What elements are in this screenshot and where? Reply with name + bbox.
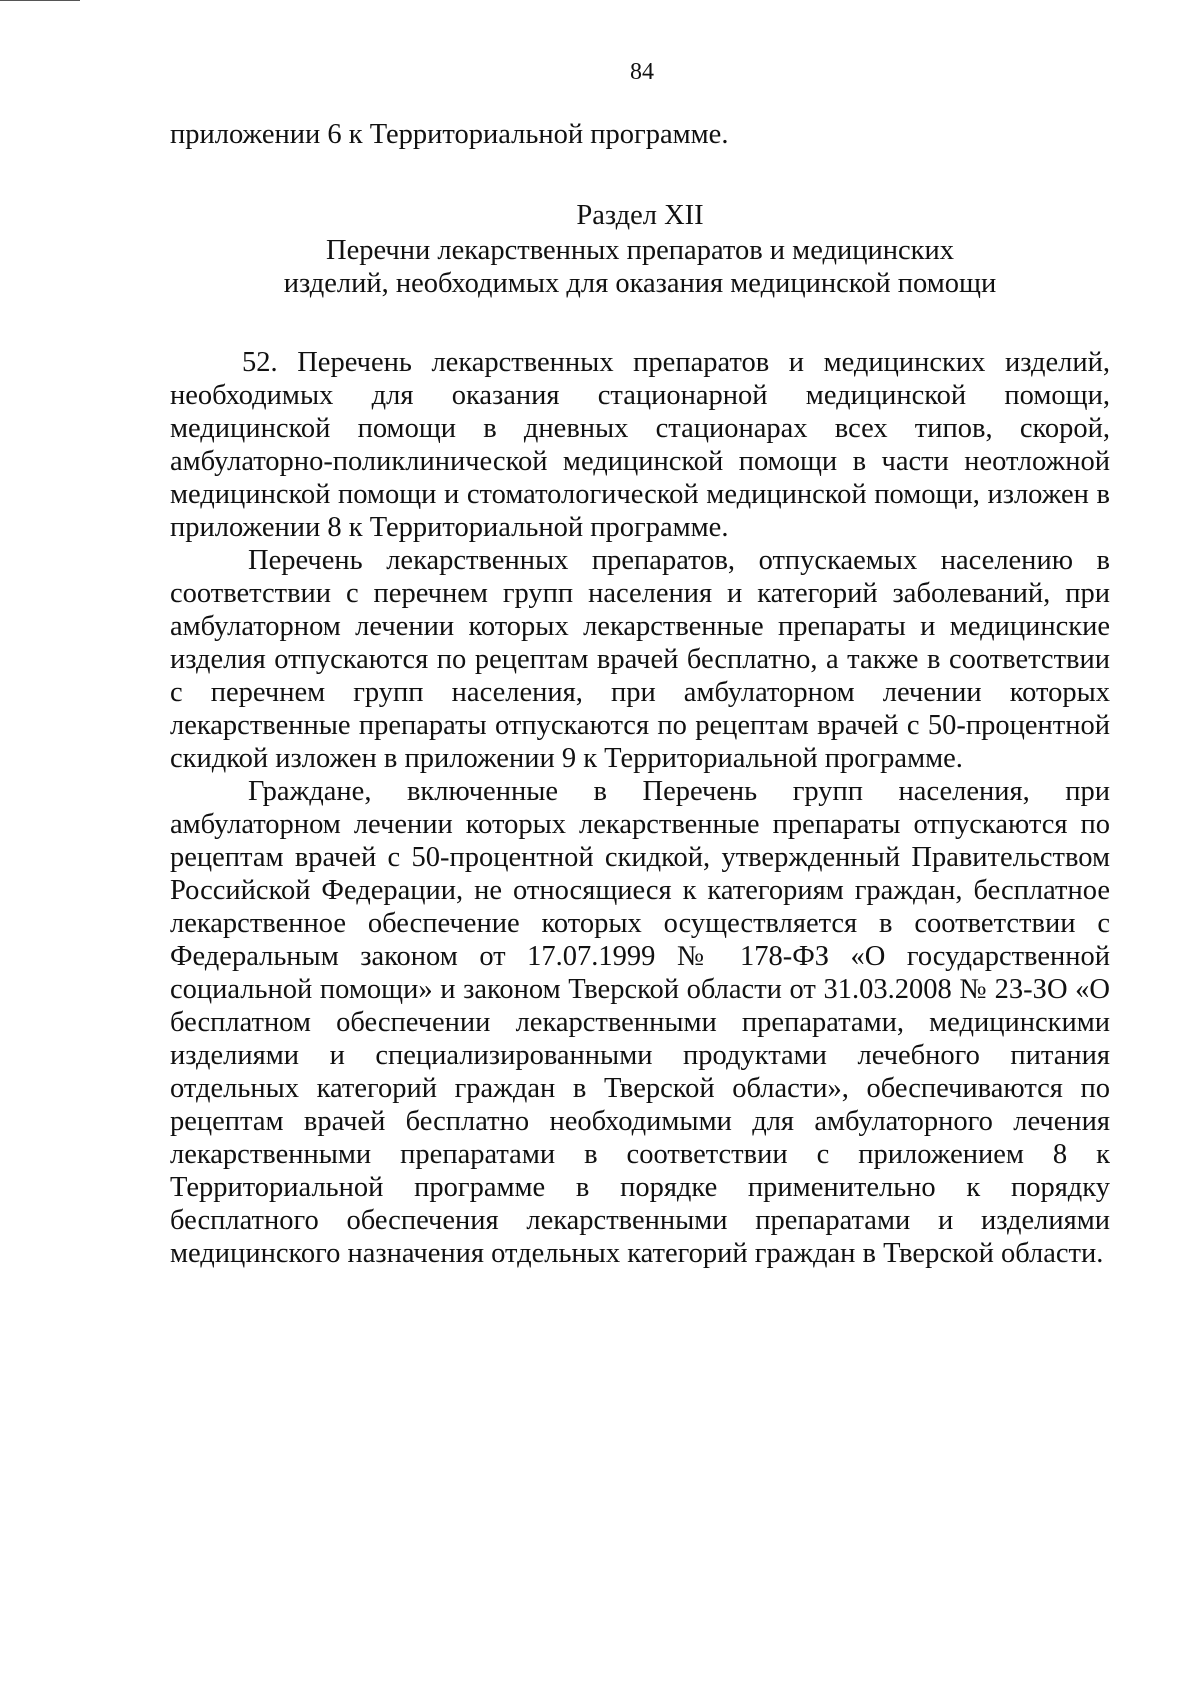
paragraph-medicines-list: Перечень лекарственных препаратов, отпускаемых населению в соответствии с перечнем групп населения и категорий заболеваний, при амбулаторном лечении которых лекарственные препараты и медицинские изделия отпускаются по рецептам врачей бесплатно, а также в соответствии с перечнем групп населения, при амбулаторном лечении которых лекарственные препараты отпускаются по рецептам врачей с 50-процентной скидкой изложен в приложении 9 к Территориальной программе.: [170, 545, 1110, 774]
paragraph-52: 52. Перечень лекарственных препаратов и медицинских изделий, необходимых для оказания стационарной медицинской помощи, медицинской помощи в дневных стационарах всех типов, скорой, амбулаторно-поликлинической медицинской помощи в части неотложной медицинской помощи и стоматологической медицинской помощи, изложен в приложении 8 к Территориальной программе.: [170, 347, 1110, 543]
section-title-line-2: изделий, необходимых для оказания медицинской помощи: [283, 268, 997, 299]
page-number: 84: [630, 59, 654, 85]
scan-corner-mark: [0, 0, 80, 1]
section-label: Раздел XII: [576, 200, 704, 231]
continuation-line: приложении 6 к Территориальной программе.: [170, 119, 729, 150]
paragraph-citizens: Граждане, включенные в Перечень групп населения, при амбулаторном лечении которых лекарственные препараты отпускаются по рецептам врачей с 50-процентной скидкой, утвержденный Правительством Российской Федерации, не относящиеся к категориям граждан, бесплатное лекарственное обеспечение которых осуществляется в соответствии с Федеральным законом от 17.07.1999 № 178-ФЗ «О государственной социальной помощи» и законом Тверской области от 31.03.2008 № 23-ЗО «О бесплатном обеспечении лекарственными препаратами, медицинскими изделиями и специализированными продуктами лечебного питания отдельных категорий граждан в Тверской области», обеспечиваются по рецептам врачей бесплатно необходимыми для амбулаторного лечения лекарственными препаратами в соответствии с приложением 8 к Территориальной программе в порядке применительно к порядку бесплатного обеспечения лекарственными препаратами и изделиями медицинского назначения отдельных категорий граждан в Тверской области.: [170, 776, 1110, 1269]
page-content: [170, 118, 1110, 1270]
section-heading: [170, 199, 1110, 300]
section-title-line-1: Перечни лекарственных препаратов и медицинских: [326, 235, 954, 266]
